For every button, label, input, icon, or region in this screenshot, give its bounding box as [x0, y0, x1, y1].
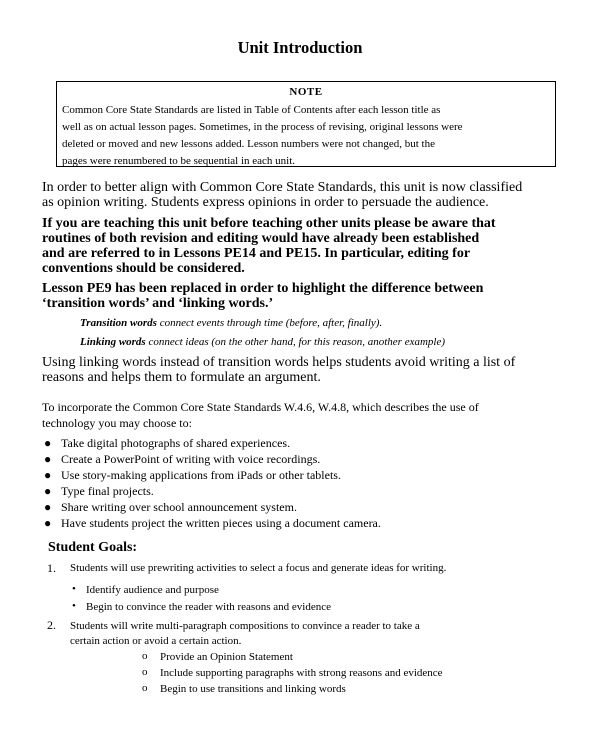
- circle-bullet-icon: o: [142, 666, 148, 678]
- text-line: If you are teaching this unit before teaching other units please be aware that: [42, 216, 496, 231]
- technology-list: [42, 435, 381, 531]
- sub-bullet-icon: •: [72, 583, 76, 595]
- note-body: [62, 102, 550, 170]
- goal-sub-item: Begin to convince the reader with reasons and evidence: [86, 601, 331, 613]
- text-line: In order to better align with Common Core State Standards, this unit is now classified: [42, 180, 523, 195]
- list-item: ● Have students project the written pieces using a document camera.: [44, 516, 381, 530]
- bullet-icon: ●: [44, 452, 52, 466]
- definition-term: Transition words: [80, 317, 157, 329]
- goal-sub-item: Begin to use transitions and linking words: [160, 683, 346, 695]
- note-line: pages were renumbered to be sequential in each unit.: [62, 155, 296, 167]
- goal-text: Students will write multi-paragraph compositions to convince a reader to take a: [70, 620, 420, 632]
- goal-sub-item: Identify audience and purpose: [86, 584, 219, 596]
- text-line: and are referred to in Lessons PE14 and PE15. In particular, editing for: [42, 246, 471, 261]
- list-item: ● Take digital photographs of shared experiences.: [44, 436, 291, 450]
- goal-sub-item: Provide an Opinion Statement: [160, 651, 293, 663]
- note-line: well as on actual lesson pages. Sometimes, in the process of revising, original lessons were: [62, 121, 463, 133]
- bullet-icon: ●: [44, 484, 52, 498]
- page-title: Unit Introduction: [237, 38, 363, 57]
- goal-number: 2.: [47, 618, 56, 632]
- list-item: ● Type final projects.: [44, 484, 154, 498]
- circle-bullet-icon: o: [142, 682, 148, 694]
- text-line: Lesson PE9 has been replaced in order to highlight the difference between: [42, 281, 484, 296]
- text-line: as opinion writing. Students express opinions in order to persuade the audience.: [42, 195, 489, 210]
- bullet-icon: ●: [44, 516, 52, 530]
- paragraph-teaching-order: [42, 216, 572, 276]
- bullet-icon: ●: [44, 468, 52, 482]
- definition-term: Linking words: [80, 336, 146, 348]
- circle-bullet-icon: o: [142, 650, 148, 662]
- sub-bullet-icon: •: [72, 600, 76, 612]
- list-item: ● Use story-making applications from iPads or other tablets.: [44, 468, 341, 482]
- text-line: Using linking words instead of transition words helps students avoid writing a list of: [42, 355, 516, 370]
- definition-linking-words: [80, 336, 445, 348]
- goal-text: Students will use prewriting activities to select a focus and generate ideas for writing.: [70, 562, 447, 574]
- text-line: ‘transition words’ and ‘linking words.’: [42, 296, 274, 311]
- goal-text: certain action or avoid a certain action.: [70, 635, 242, 647]
- text-line: routines of both revision and editing would have already been established: [42, 231, 480, 246]
- paragraph-lesson-pe9: [42, 281, 562, 311]
- text-line: conventions should be considered.: [42, 261, 245, 276]
- text-line: To incorporate the Common Core State Standards W.4.6, W.4.8, which describes the use of: [42, 400, 479, 414]
- definition-text: connect events through time (before, after, finally).: [156, 317, 383, 329]
- paragraph-technology: [42, 400, 572, 431]
- text-line: reasons and helps them to formulate an argument.: [42, 370, 321, 385]
- bullet-icon: ●: [44, 436, 52, 450]
- goal-sub-item: Include supporting paragraphs with strong reasons and evidence: [160, 667, 443, 679]
- list-item: ● Create a PowerPoint of writing with voice recordings.: [44, 452, 321, 466]
- list-item: ● Share writing over school announcement system.: [44, 500, 297, 514]
- student-goals-heading: Student Goals:: [48, 540, 138, 555]
- note-line: Common Core State Standards are listed in Table of Contents after each lesson title as: [62, 104, 441, 116]
- note-box: [56, 81, 556, 167]
- paragraph-linking-words: [42, 355, 562, 385]
- bullet-icon: ●: [44, 500, 52, 514]
- definition-text: connect ideas (on the other hand, for this reason, another example): [145, 336, 446, 348]
- paragraph-alignment: [42, 180, 562, 210]
- definition-transition-words: [80, 317, 382, 329]
- goal-number: 1.: [47, 561, 56, 575]
- note-heading: NOTE: [289, 86, 323, 98]
- note-line: deleted or moved and new lessons added. Lesson numbers were not changed, but the: [62, 138, 435, 150]
- text-line: technology you may choose to:: [42, 415, 192, 430]
